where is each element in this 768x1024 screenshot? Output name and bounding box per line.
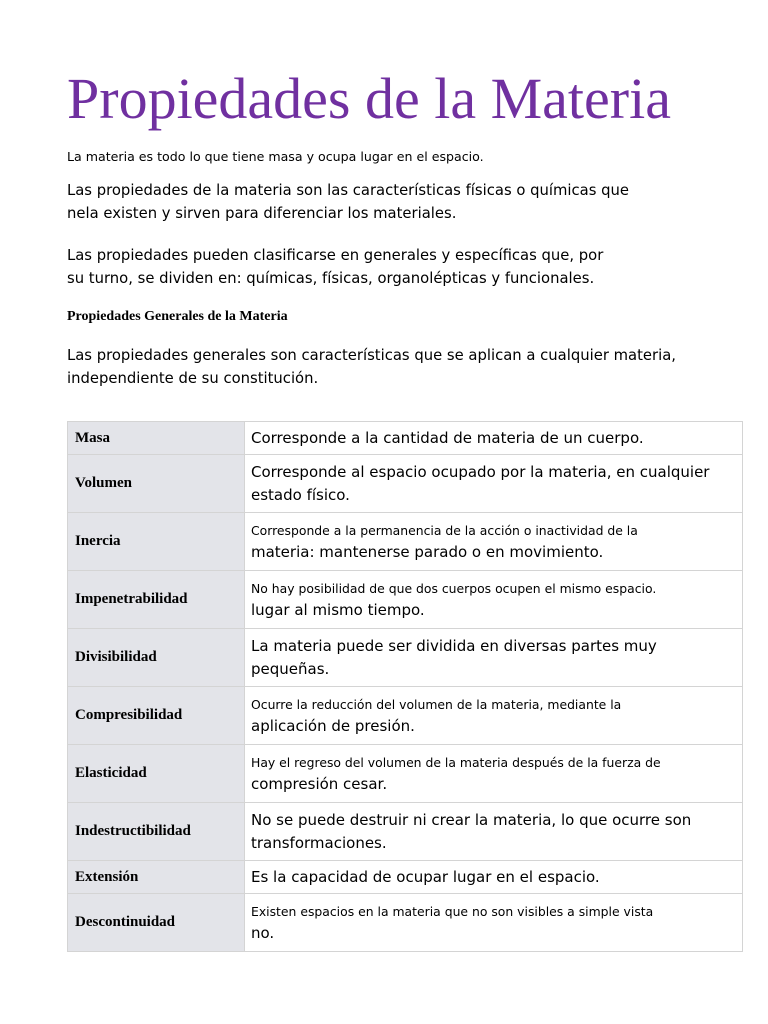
definition-text: Es la capacidad de ocupar lugar en el espacio. <box>251 867 600 886</box>
table-row <box>68 803 743 861</box>
property-definition <box>245 687 743 745</box>
definition-text: La materia puede ser dividida en diversas partes muy pequeñas. <box>251 636 657 678</box>
definition-line: Existen espacios en la materia que no son visibles a simple vista <box>251 903 654 919</box>
property-definition <box>245 513 743 571</box>
table-row <box>68 629 743 687</box>
table-row <box>68 571 743 629</box>
paragraph-general-properties: Las propiedades generales son características que se aplican a cualquier materia, independiente de su constitución. <box>67 347 676 387</box>
definition-line: Corresponde a la permanencia de la acción o inactividad de la <box>251 522 638 538</box>
table-row <box>68 745 743 803</box>
property-term: Masa <box>68 422 245 455</box>
table-row <box>68 513 743 571</box>
definition-line: No hay posibilidad de que dos cuerpos ocupen el mismo espacio. <box>251 580 657 596</box>
property-definition <box>245 629 743 687</box>
property-term: Elasticidad <box>68 745 245 803</box>
property-term: Descontinuidad <box>68 894 245 952</box>
paragraph-classification: Las propiedades pueden clasificarse en generales y específicas que, por su turno, se dividen en: químicas, físicas, organolépticas y funcionales. <box>67 247 604 287</box>
property-definition <box>245 861 743 894</box>
property-definition <box>245 894 743 952</box>
page-title: Propiedades de la Materia <box>67 66 671 131</box>
property-term: Indestructibilidad <box>68 803 245 861</box>
table-row <box>68 894 743 952</box>
paragraph-definition: Las propiedades de la materia son las características físicas o químicas que nela existen y sirven para diferenciar los materiales. <box>67 182 630 222</box>
properties-table <box>67 421 743 952</box>
table-row <box>68 455 743 513</box>
property-term: Extensión <box>68 861 245 894</box>
property-definition <box>245 745 743 803</box>
table-row <box>68 861 743 894</box>
intro-text: La materia es todo lo que tiene masa y ocupa lugar en el espacio. <box>67 149 484 164</box>
definition-line: aplicación de presión. <box>251 716 415 735</box>
property-term: Impenetrabilidad <box>68 571 245 629</box>
property-definition <box>245 571 743 629</box>
definition-line: Ocurre la reducción del volumen de la materia, mediante la <box>251 696 622 712</box>
document-page <box>67 0 721 942</box>
definition-line: lugar al mismo tiempo. <box>251 600 425 619</box>
property-definition <box>245 422 743 455</box>
section-heading: Propiedades Generales de la Materia <box>67 309 288 324</box>
property-term: Compresibilidad <box>68 687 245 745</box>
table-row <box>68 422 743 455</box>
definition-text: Corresponde a la cantidad de materia de un cuerpo. <box>251 428 644 447</box>
property-definition <box>245 803 743 861</box>
definition-line: compresión cesar. <box>251 774 388 793</box>
definition-line: Hay el regreso del volumen de la materia después de la fuerza de <box>251 754 661 770</box>
property-term: Divisibilidad <box>68 629 245 687</box>
definition-text: Corresponde al espacio ocupado por la materia, en cualquier estado físico. <box>251 462 710 504</box>
definition-line: materia: mantenerse parado o en movimiento. <box>251 542 604 561</box>
property-definition <box>245 455 743 513</box>
property-term: Volumen <box>68 455 245 513</box>
property-term: Inercia <box>68 513 245 571</box>
table-row <box>68 687 743 745</box>
definition-text: No se puede destruir ni crear la materia, lo que ocurre son transformaciones. <box>251 810 692 852</box>
definition-line: no. <box>251 923 275 942</box>
